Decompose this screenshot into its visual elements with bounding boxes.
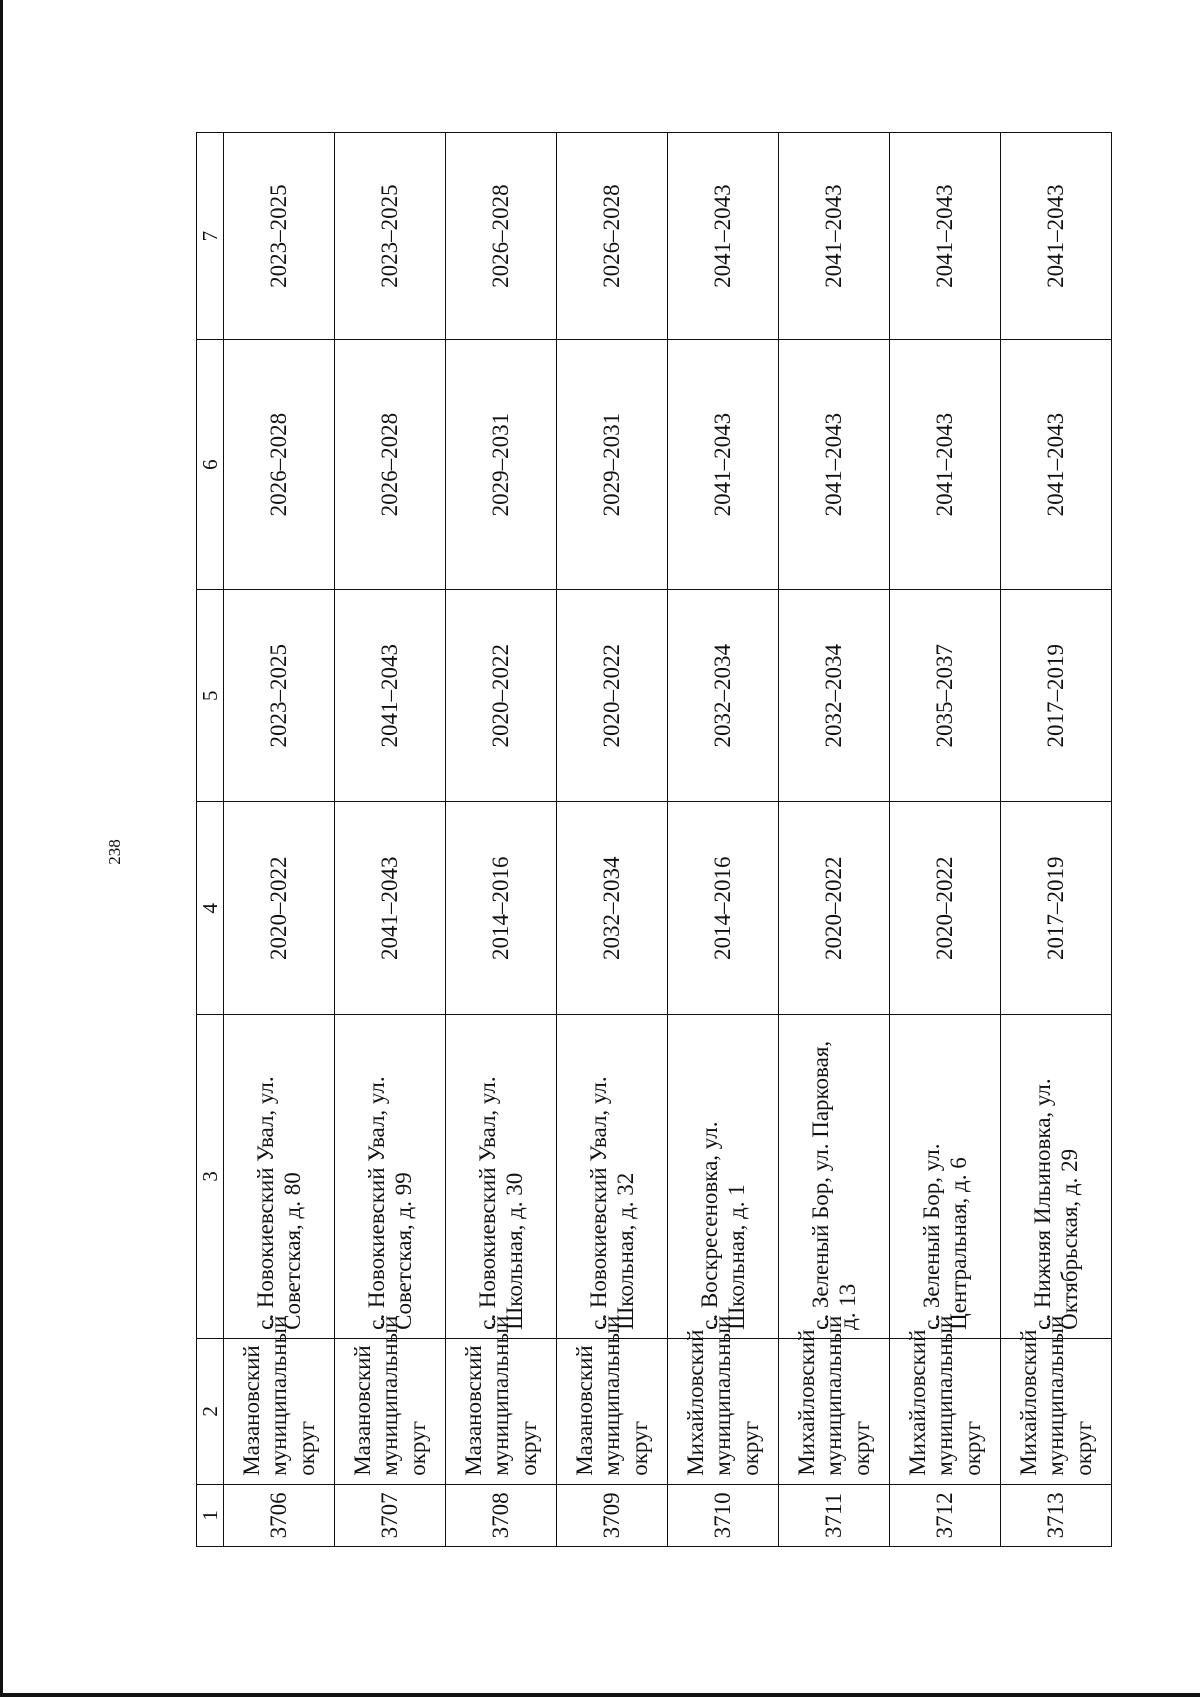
table-cell: 2017–2019 <box>1001 590 1112 802</box>
table-row <box>668 133 779 1547</box>
page-border-left <box>0 0 3 1697</box>
table-cell: 2041–2043 <box>1001 340 1112 590</box>
table-cell: 2041–2043 <box>890 133 1001 340</box>
table-cell: Мазановский муниципальный округ <box>335 1338 446 1484</box>
table-row <box>335 133 446 1547</box>
table-cell: 2035–2037 <box>890 590 1001 802</box>
table-cell: 2014–2016 <box>446 802 557 1014</box>
table-cell: 3710 <box>668 1484 779 1546</box>
table-cell: Мазановский муниципальный округ <box>224 1338 335 1484</box>
table-cell: 2023–2025 <box>224 590 335 802</box>
column-header-7: 7 <box>197 133 224 340</box>
table-cell: с. Зеленый Бор, ул. Центральная, д. 6 <box>890 1014 1001 1338</box>
table-cell: 2032–2034 <box>557 802 668 1014</box>
table-cell: 2020–2022 <box>446 590 557 802</box>
table-row <box>224 133 335 1547</box>
table-cell: Мазановский муниципальный округ <box>446 1338 557 1484</box>
table-cell: Михайловский муниципальный округ <box>890 1338 1001 1484</box>
column-header-6: 6 <box>197 340 224 590</box>
table-cell: 3712 <box>890 1484 1001 1546</box>
data-table <box>196 132 1112 1547</box>
table-cell: 3713 <box>1001 1484 1112 1546</box>
table-cell: 2026–2028 <box>224 340 335 590</box>
column-header-1: 1 <box>197 1484 224 1546</box>
table-row <box>890 133 1001 1547</box>
column-header-2: 2 <box>197 1338 224 1484</box>
table-row <box>1001 133 1112 1547</box>
table-body <box>224 133 1112 1547</box>
table-cell: с. Новокиевский Увал, ул. Школьная, д. 30 <box>446 1014 557 1338</box>
table-cell: 2023–2025 <box>335 133 446 340</box>
table-cell: 2032–2034 <box>668 590 779 802</box>
table-cell: 2041–2043 <box>779 133 890 340</box>
table-cell: с. Нижняя Ильиновка, ул. Октябрьская, д. 29 <box>1001 1014 1112 1338</box>
table-cell: 2020–2022 <box>224 802 335 1014</box>
table-cell: 2020–2022 <box>779 802 890 1014</box>
table-cell: 2023–2025 <box>224 133 335 340</box>
table-cell: 2017–2019 <box>1001 802 1112 1014</box>
table-cell: 2041–2043 <box>779 340 890 590</box>
table-cell: 2041–2043 <box>668 340 779 590</box>
table-cell: с. Новокиевский Увал, ул. Советская, д. 80 <box>224 1014 335 1338</box>
table-cell: 2026–2028 <box>335 340 446 590</box>
table-cell: 2020–2022 <box>557 590 668 802</box>
table-cell: Михайловский муниципальный округ <box>668 1338 779 1484</box>
table-cell: 3711 <box>779 1484 890 1546</box>
page-border-bottom <box>0 1693 1200 1697</box>
table-cell: с. Воскресеновка, ул. Школьная, д. 1 <box>668 1014 779 1338</box>
table-cell: 2026–2028 <box>446 133 557 340</box>
table-container <box>196 132 1112 1547</box>
table-cell: с. Зеленый Бор, ул. Парковая, д. 13 <box>779 1014 890 1338</box>
table-cell: Михайловский муниципальный округ <box>779 1338 890 1484</box>
rotated-table <box>196 132 1112 1547</box>
table-cell: 2029–2031 <box>557 340 668 590</box>
table-cell: Мазановский муниципальный округ <box>557 1338 668 1484</box>
table-cell: 2041–2043 <box>890 340 1001 590</box>
table-cell: 3707 <box>335 1484 446 1546</box>
table-cell: 2041–2043 <box>335 590 446 802</box>
table-cell: 3706 <box>224 1484 335 1546</box>
page-number: 238 <box>105 839 124 865</box>
column-header-3: 3 <box>197 1014 224 1338</box>
table-cell: 3708 <box>446 1484 557 1546</box>
table-cell: 2029–2031 <box>446 340 557 590</box>
column-header-4: 4 <box>197 802 224 1014</box>
table-cell: 2041–2043 <box>668 133 779 340</box>
table-row <box>446 133 557 1547</box>
table-cell: Михайловский муниципальный округ <box>1001 1338 1112 1484</box>
table-cell: 2041–2043 <box>335 802 446 1014</box>
table-cell: 2020–2022 <box>890 802 1001 1014</box>
table-row <box>557 133 668 1547</box>
table-cell: 2041–2043 <box>1001 133 1112 340</box>
table-cell: с. Новокиевский Увал, ул. Школьная, д. 32 <box>557 1014 668 1338</box>
table-cell: 2032–2034 <box>779 590 890 802</box>
table-row <box>779 133 890 1547</box>
table-cell: 3709 <box>557 1484 668 1546</box>
column-header-5: 5 <box>197 590 224 802</box>
table-cell: 2026–2028 <box>557 133 668 340</box>
table-cell: с. Новокиевский Увал, ул. Советская, д. 99 <box>335 1014 446 1338</box>
header-row <box>197 133 224 1547</box>
table-cell: 2014–2016 <box>668 802 779 1014</box>
